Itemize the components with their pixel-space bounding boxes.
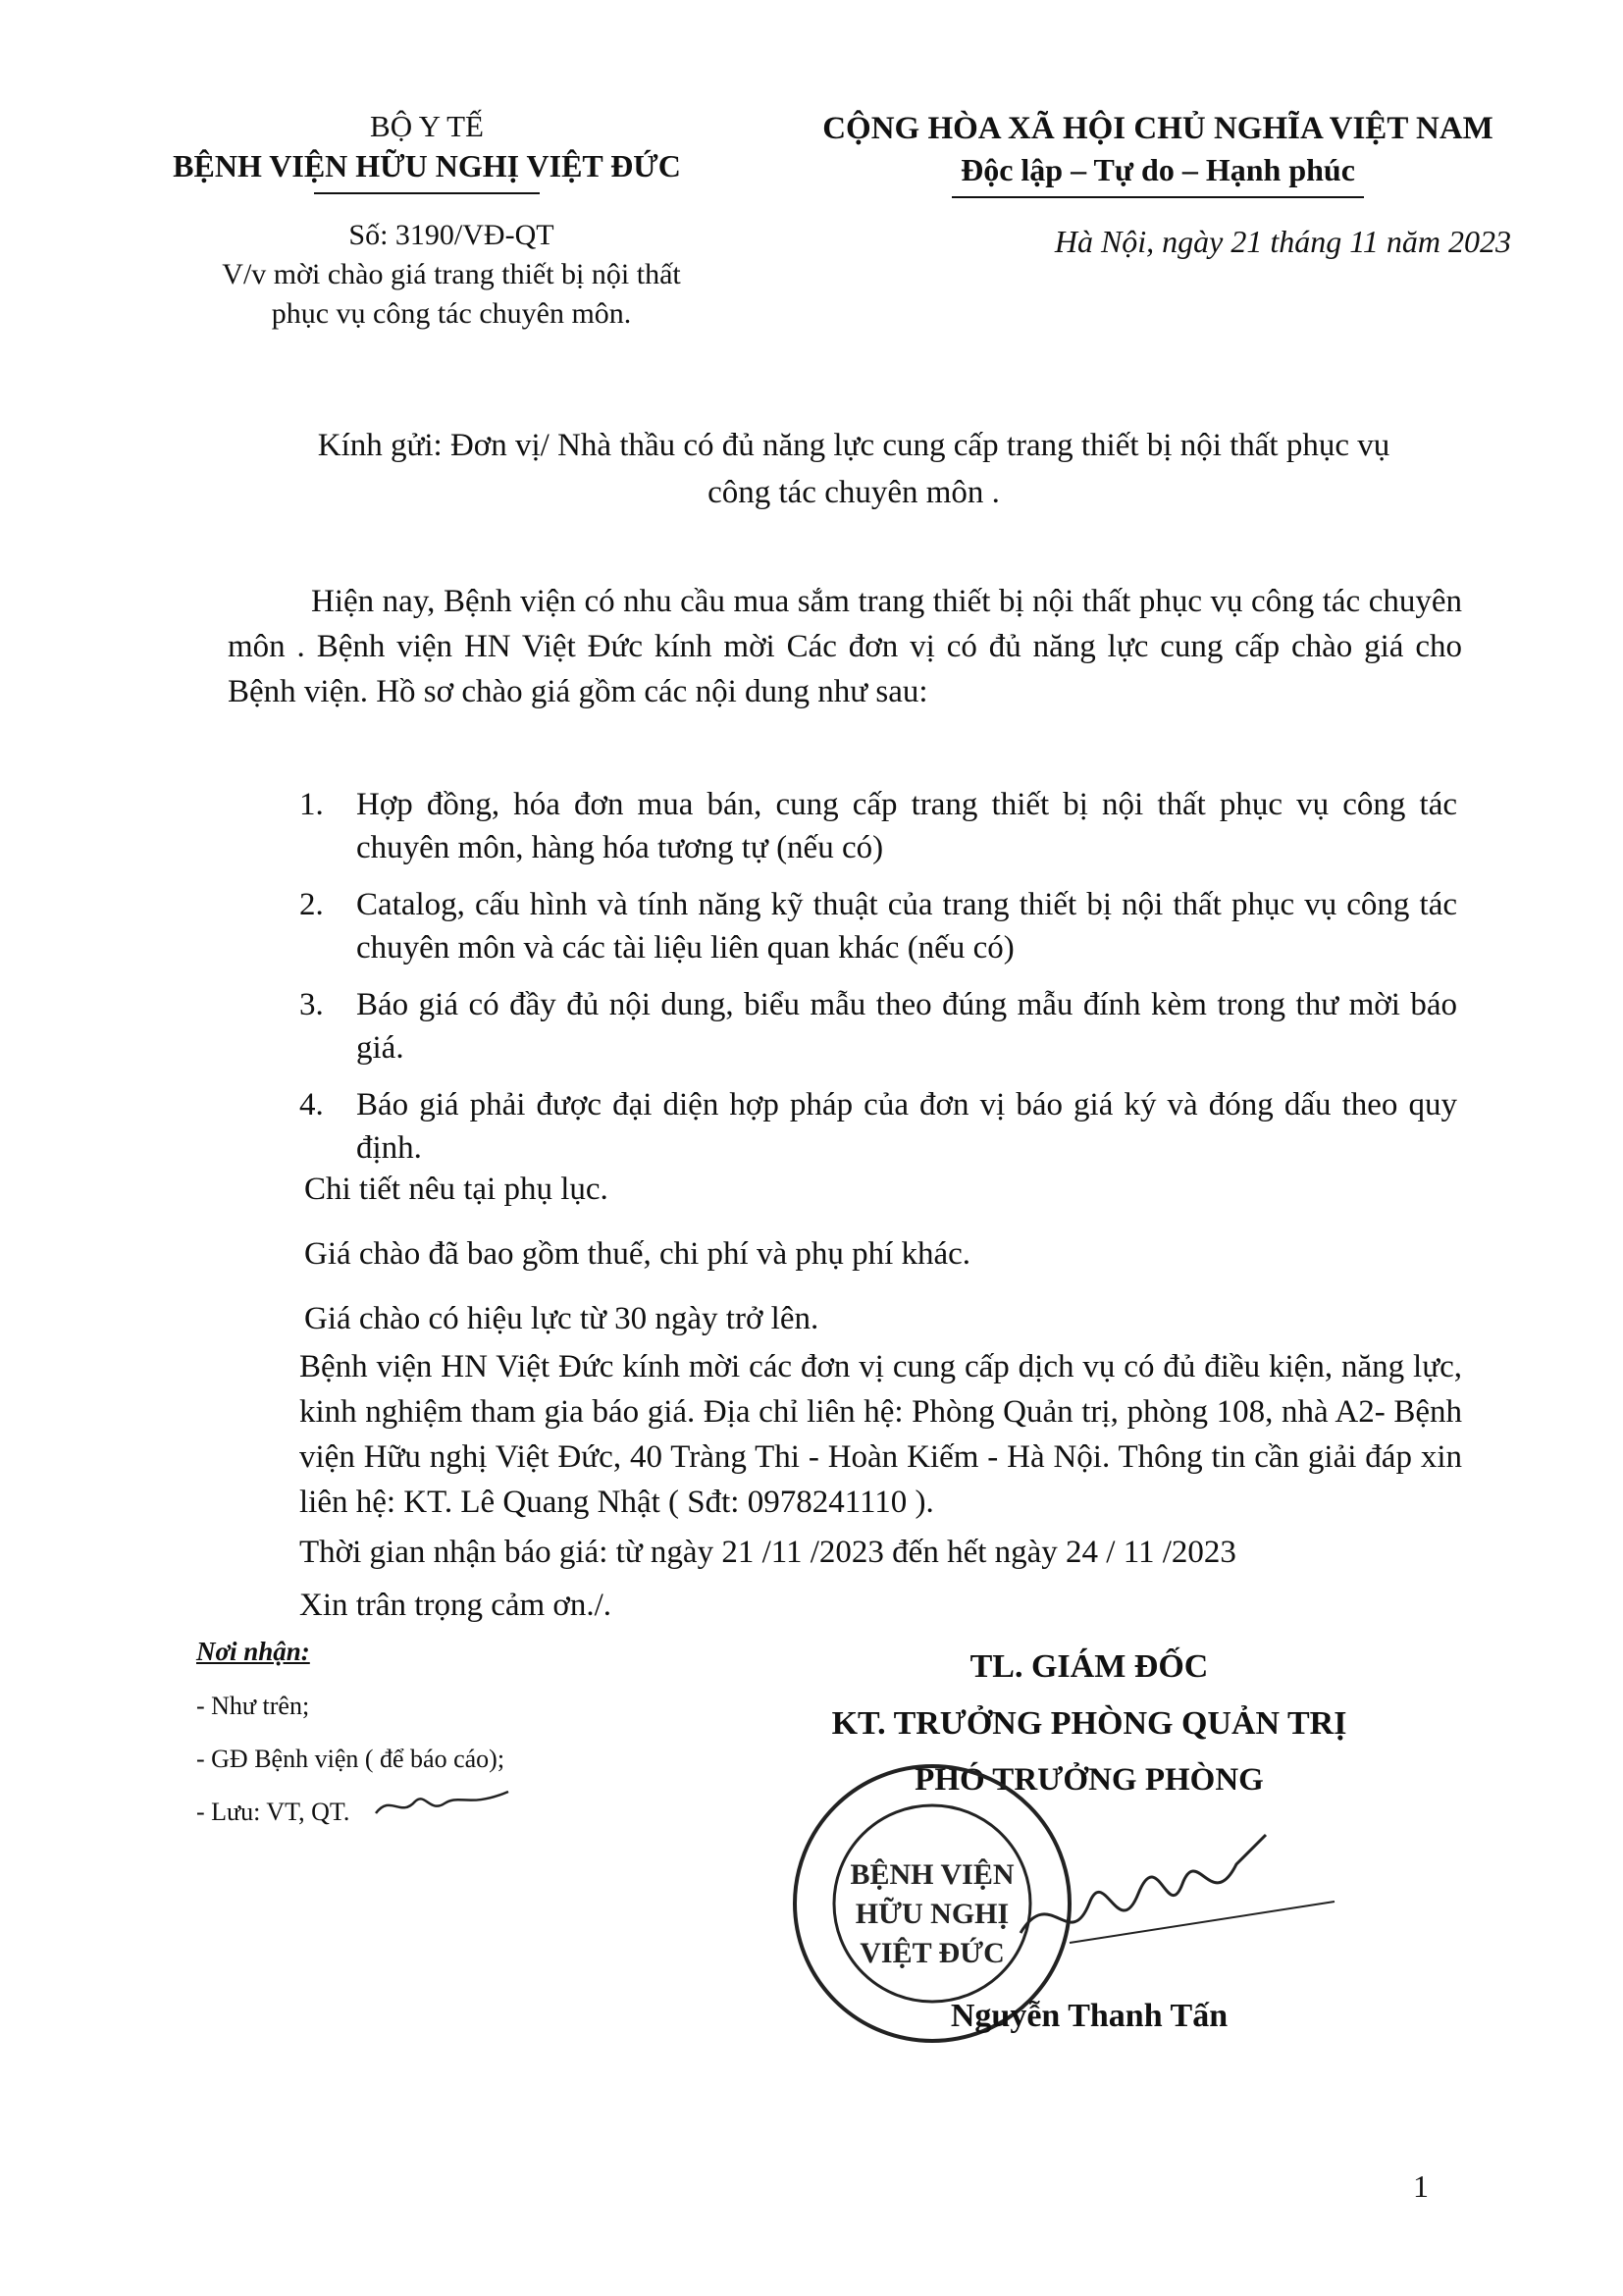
- issuer-block: [147, 108, 707, 194]
- country-name: CỘNG HÒA XÃ HỘI CHỦ NGHĨA VIỆT NAM: [822, 111, 1493, 146]
- issuer-underline: [314, 192, 540, 194]
- requirements-list: [299, 783, 1457, 1183]
- list-item: [299, 883, 1457, 969]
- subject-line-1: V/v mời chào giá trang thiết bị nội thất: [222, 258, 681, 290]
- hospital-name: BỆNH VIỆN HỮU NGHỊ VIỆT ĐỨC: [173, 148, 681, 183]
- signature-title-2: KT. TRƯỞNG PHÒNG QUẢN TRỊ: [831, 1705, 1347, 1742]
- list-item: [299, 983, 1457, 1070]
- greeting-line-1: Kính gửi: Đơn vị/ Nhà thầu có đủ năng lực cung cấp trang thiết bị nội thất phục vụ: [317, 428, 1390, 463]
- invitation-paragraph: Bệnh viện HN Việt Đức kính mời các đơn vị cung cấp dịch vụ có đủ điều kiện, năng lực, kinh nghiệm tham gia báo giá. Địa chỉ liên hệ: Phòng Quản trị, phòng 108, nhà A2- Bệnh viện Hữu nghị Việt Đức, 40 Tràng Thi - Hoàn Kiếm - Hà Nội. Thông tin cần giải đáp xin liên hệ: KT. Lê Quang Nhật ( Sđt: 0978241110 ).: [299, 1349, 1462, 1520]
- price-note: Giá chào đã bao gồm thuế, chi phí và phụ phí khác.: [304, 1236, 971, 1272]
- subject-line-2: phục vụ công tác chuyên môn.: [271, 297, 632, 330]
- national-heading: [765, 108, 1550, 198]
- signature-title-1: TL. GIÁM ĐỐC: [969, 1648, 1209, 1685]
- greeting: [236, 422, 1472, 516]
- quote-period: Thời gian nhận báo giá: từ ngày 21 /11 /2023 đến hết ngày 24 / 11 /2023: [299, 1535, 1236, 1570]
- list-text: Báo giá có đầy đủ nội dung, biểu mẫu theo đúng mẫu đính kèm trong thư mời báo giá.: [356, 987, 1457, 1066]
- receiver-item: - Lưu: VT, QT.: [196, 1798, 350, 1826]
- list-number: 1.: [299, 787, 324, 822]
- thanks-line: Xin trân trọng cảm ơn./.: [299, 1588, 612, 1623]
- document-date: Hà Nội, ngày 21 tháng 11 năm 2023: [1054, 224, 1511, 259]
- signature-title-3: PHÓ TRƯỞNG PHÒNG: [915, 1762, 1264, 1798]
- detail-note: Chi tiết nêu tại phụ lục.: [304, 1172, 608, 1207]
- national-motto: Độc lập – Tự do – Hạnh phúc: [961, 152, 1355, 187]
- validity-note: Giá chào có hiệu lực từ 30 ngày trở lên.: [304, 1301, 819, 1336]
- list-text: Báo giá phải được đại diện hợp pháp của đơn vị báo giá ký và đóng dấu theo quy định.: [356, 1087, 1457, 1166]
- document-reference: [147, 216, 756, 334]
- list-item: [299, 783, 1457, 869]
- list-text: Hợp đồng, hóa đơn mua bán, cung cấp trang thiết bị nội thất phục vụ công tác chuyên môn, hàng hóa tương tự (nếu có): [356, 787, 1457, 865]
- motto-underline: [952, 196, 1364, 198]
- handwritten-signature: [1011, 1825, 1344, 1972]
- list-item: [299, 1083, 1457, 1170]
- page-number: 1: [1413, 2168, 1429, 2204]
- greeting-line-2: công tác chuyên môn .: [707, 475, 1000, 510]
- initials-mark: [371, 1784, 518, 1823]
- receiver-item: - GĐ Bệnh viện ( để báo cáo);: [196, 1745, 505, 1773]
- list-number: 3.: [299, 987, 324, 1022]
- signer-name: Nguyễn Thanh Tấn: [950, 1998, 1229, 2034]
- stamp-line-3: VIỆT ĐỨC: [860, 1937, 1005, 1969]
- intro-paragraph: Hiện nay, Bệnh viện có nhu cầu mua sắm trang thiết bị nội thất phục vụ công tác chuyên môn . Bệnh viện HN Việt Đức kính mời Các đơn vị có đủ năng lực cung cấp chào giá cho Bệnh viện. Hồ sơ chào giá gồm các nội dung như sau:: [228, 584, 1462, 709]
- receivers-title: Nơi nhận:: [196, 1637, 310, 1666]
- document-number: Số: 3190/VĐ-QT: [348, 219, 554, 251]
- list-number: 4.: [299, 1087, 324, 1122]
- list-text: Catalog, cấu hình và tính năng kỹ thuật của trang thiết bị nội thất phục vụ công tác chuyên môn và các tài liệu liên quan khác (nếu có): [356, 887, 1457, 965]
- list-number: 2.: [299, 887, 324, 922]
- receiver-item: - Như trên;: [196, 1692, 310, 1720]
- ministry-name: BỘ Y TẾ: [370, 109, 484, 143]
- stamp-line-1: BỆNH VIỆN: [850, 1858, 1015, 1891]
- stamp-line-2: HỮU NGHỊ: [855, 1898, 1010, 1930]
